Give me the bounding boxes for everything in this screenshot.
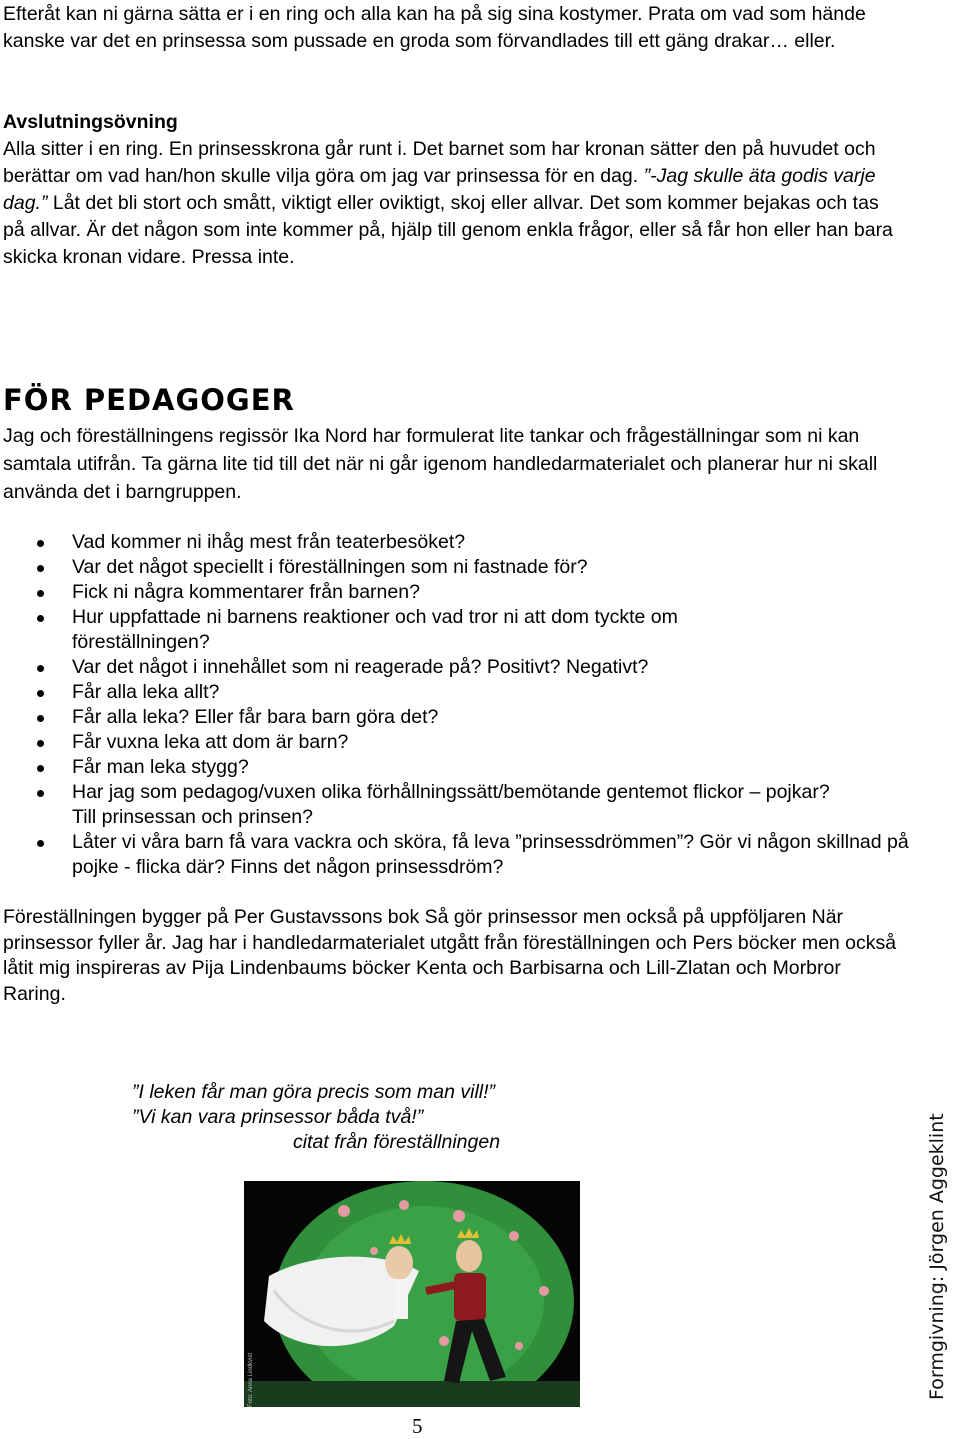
question-text: Får alla leka allt? xyxy=(72,681,220,703)
list-item xyxy=(0,555,910,580)
list-item xyxy=(0,755,910,780)
page-number: 5 xyxy=(412,1414,423,1438)
closing-exercise-heading: Avslutningsövning xyxy=(3,111,178,133)
closing-exercise-text-end: Låt det bli stort och smått, viktigt eller oviktigt, skoj eller allvar. Det som kommer bejakas och tas på allvar. Är det någon som inte kommer på, hjälp till genom enkla frågor, eller så får hon eller han bara skicka kronan vidare. Pressa inte. xyxy=(3,192,893,268)
question-text: Har jag som pedagog/vuxen olika förhållningssätt/bemötande gentemot flickor – pojkar? Till prinsessan och prinsen? xyxy=(72,781,830,828)
bullet-icon xyxy=(37,790,44,797)
photo-credit: Foto: Anna Lindkvist xyxy=(248,1352,254,1407)
list-item xyxy=(0,655,910,680)
list-item xyxy=(0,705,910,730)
pedagogues-intro: Jag och föreställningens regissör Ika Nord har formulerat lite tankar och frågeställningar som ni kan samtala utifrån. Ta gärna lite tid till det när ni går igenom handledarmaterialet och planerar hur ni skall använda det i barngruppen. xyxy=(3,425,878,503)
list-item xyxy=(0,680,910,705)
bullet-icon xyxy=(37,540,44,547)
sources-paragraph: Föreställningen bygger på Per Gustavssons bok Så gör prinsessor men också på uppföljaren När prinsessor fyller år. Jag har i handledarmaterialet utgått från föreställningen och Pers böcker men också låtit mig inspireras av Pija Lindenbaums böcker Kenta och Barbisarna och Lill-Zlatan och Morbror Raring. xyxy=(3,906,897,1005)
list-item xyxy=(0,580,910,605)
question-text: Fick ni några kommentarer från barnen? xyxy=(72,581,420,603)
question-text: Får vuxna leka att dom är barn? xyxy=(72,731,349,753)
design-credit: Formgivning: Jörgen Aggeklint xyxy=(926,1113,948,1400)
bullet-icon xyxy=(37,590,44,597)
question-text: Hur uppfattade ni barnens reaktioner och vad tror ni att dom tyckte om föreställningen? xyxy=(72,606,678,653)
bullet-icon xyxy=(37,765,44,772)
quote-line-1: ”I leken får man göra precis som man vill!” xyxy=(132,1081,496,1103)
list-item xyxy=(0,605,910,655)
list-item xyxy=(0,730,910,755)
bullet-icon xyxy=(37,615,44,622)
intro-paragraph: Efteråt kan ni gärna sätta er i en ring och alla kan ha på sig sina kostymer. Prata om vad som hände kanske var det en prinsessa som pussade en groda som förvandlades till ett gäng drakar… eller. xyxy=(3,3,866,52)
bullet-icon xyxy=(37,690,44,697)
question-text: Får man leka stygg? xyxy=(72,756,249,778)
quote-attribution: citat från föreställningen xyxy=(293,1131,501,1153)
bullet-icon xyxy=(37,565,44,572)
closing-exercise-text-start: Alla sitter i en ring. En prinsesskrona går runt i. Det barnet som har kronan sätter den på huvudet och berättar om vad han/hon skulle vilja göra om jag var prinsessa för en dag. xyxy=(3,138,876,187)
question-text: Låter vi våra barn få vara vackra och sköra, få leva ”prinsessdrömmen”? Gör vi någon skillnad på pojke - flicka där? Finns det någon prinsessdröm? xyxy=(72,831,909,878)
question-text: Var det något i innehållet som ni reagerade på? Positivt? Negativt? xyxy=(72,656,649,678)
list-item xyxy=(0,780,910,830)
pedagogues-heading: FÖR PEDAGOGER xyxy=(3,383,295,417)
bullet-icon xyxy=(37,665,44,672)
bullet-icon xyxy=(37,715,44,722)
bullet-icon xyxy=(37,840,44,847)
closing-exercise-paragraph xyxy=(3,136,903,271)
question-text: Var det något speciellt i föreställningen som ni fastnade för? xyxy=(72,556,588,578)
list-item xyxy=(0,530,910,555)
question-list xyxy=(0,530,910,880)
question-text: Får alla leka? Eller får bara barn göra det? xyxy=(72,706,439,728)
list-item xyxy=(0,830,910,880)
performance-photo xyxy=(244,1181,580,1407)
bullet-icon xyxy=(37,740,44,747)
child-quote: ”-Jag skulle äta godis varje dag.” xyxy=(3,165,876,214)
question-text: Vad kommer ni ihåg mest från teaterbesöket? xyxy=(72,531,466,553)
quote-line-2: ”Vi kan vara prinsessor båda två!” xyxy=(132,1106,424,1128)
